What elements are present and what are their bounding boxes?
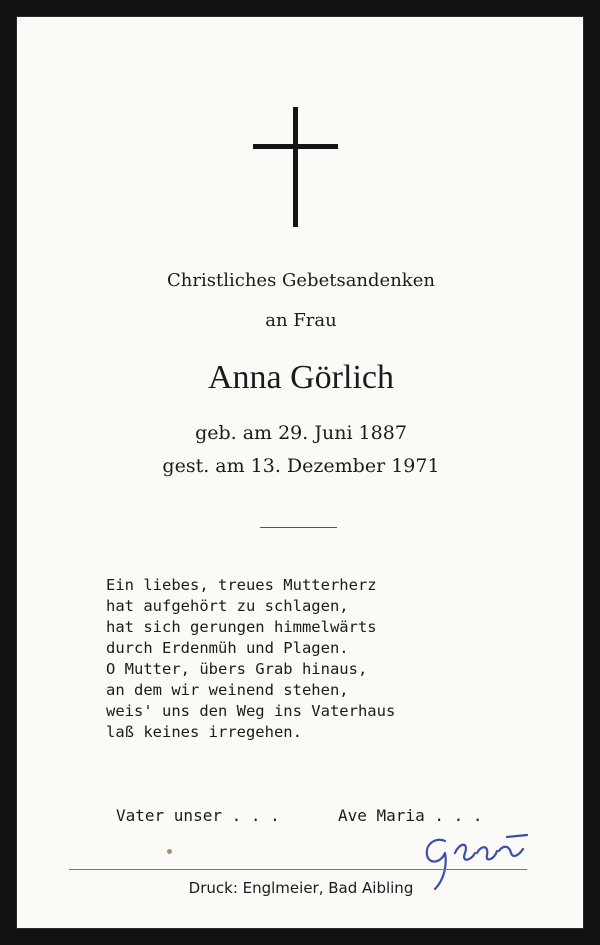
paper-speck: [167, 849, 172, 854]
poem-line: Ein liebes, treues Mutterherz: [106, 576, 377, 594]
poem-line: hat aufgehört zu schlagen,: [106, 597, 349, 615]
poem-line: hat sich gerungen himmelwärts: [106, 618, 377, 636]
salutation: an Frau: [265, 310, 337, 331]
death-date: gest. am 13. Dezember 1971: [162, 455, 440, 477]
poem-line: durch Erdenmüh und Plagen.: [106, 639, 349, 657]
poem-line: an dem wir weinend stehen,: [106, 681, 349, 699]
poem-line: laß keines irregehen.: [106, 723, 302, 741]
poem-line: weis' uns den Weg ins Vaterhaus: [106, 702, 396, 720]
card-heading: Christliches Gebetsandenken: [167, 270, 435, 291]
memorial-card: [16, 16, 584, 929]
printer-credit: Druck: Englmeier, Bad Aibling: [188, 879, 414, 897]
latin-cross-icon: [253, 107, 343, 227]
footer-rule: [69, 869, 527, 870]
divider: [260, 527, 337, 528]
prayer-vater-unser: Vater unser . . .: [116, 806, 280, 825]
birth-date: geb. am 29. Juni 1887: [195, 422, 407, 444]
prayer-ave-maria: Ave Maria . . .: [338, 806, 483, 825]
poem-line: O Mutter, übers Grab hinaus,: [106, 660, 368, 678]
poem: [106, 575, 395, 743]
deceased-name: Anna Görlich: [207, 359, 394, 396]
